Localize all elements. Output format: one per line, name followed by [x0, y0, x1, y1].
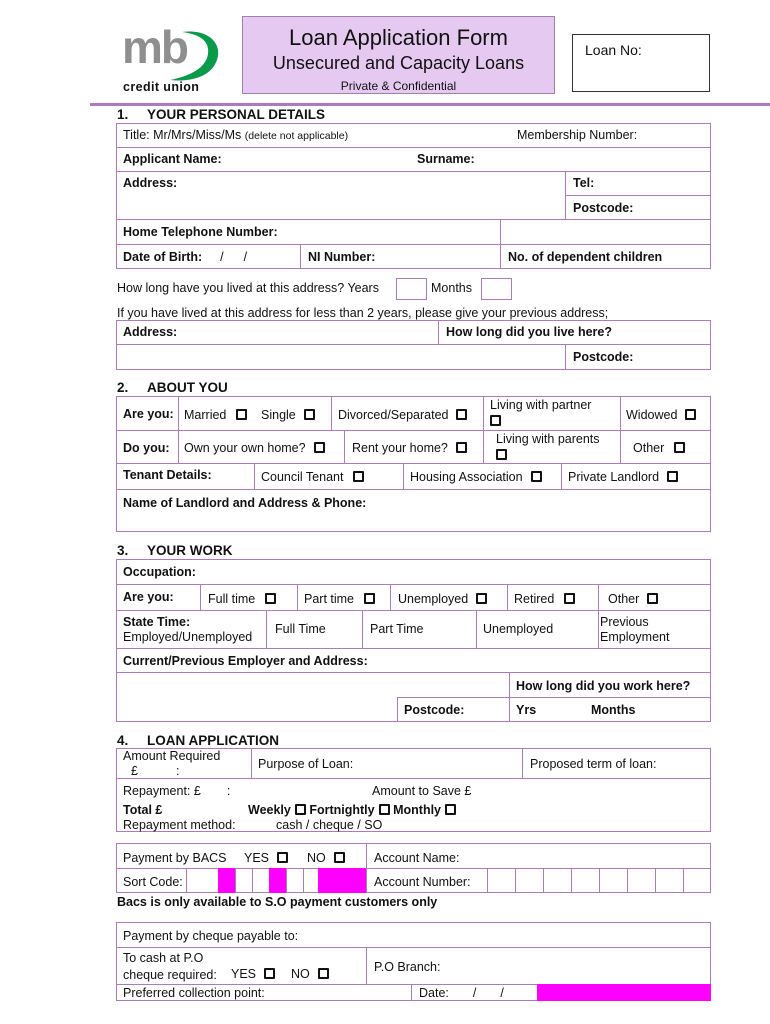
work-months-field[interactable]: Months	[591, 703, 636, 717]
po-branch-field[interactable]: P.O Branch:	[374, 960, 441, 974]
living-with-parents-option[interactable]: Living with parents	[496, 432, 600, 462]
loan-term-field[interactable]: Proposed term of loan:	[530, 757, 657, 771]
tenant-details-label: Tenant Details:	[123, 468, 212, 482]
months-label: Months	[431, 281, 472, 295]
table-rule	[483, 396, 484, 463]
previous-duration-field[interactable]: How long did you live here?	[446, 325, 612, 339]
table-rule	[300, 244, 301, 269]
table-rule	[116, 344, 711, 345]
sort-code-input-2[interactable]	[236, 869, 269, 892]
employer-postcode-field[interactable]: Postcode:	[404, 703, 465, 717]
office-use-area	[537, 984, 711, 1001]
retired-checkbox-icon[interactable]	[564, 593, 575, 604]
collection-point-field[interactable]: Preferred collection point:	[123, 986, 265, 1000]
previous-address-field[interactable]: Address:	[123, 325, 178, 339]
divorced-option[interactable]: Divorced/Separated	[338, 408, 467, 422]
widowed-option[interactable]: Widowed	[626, 408, 696, 422]
section-2-heading: 2. ABOUT YOU	[117, 380, 228, 395]
rent-home-option[interactable]: Rent your home?	[352, 441, 467, 455]
table-rule	[116, 171, 711, 172]
table-rule	[362, 610, 363, 648]
own-home-option[interactable]: Own your own home?	[184, 441, 325, 455]
widowed-checkbox-icon[interactable]	[685, 409, 696, 420]
other-housing-option[interactable]: Other	[633, 441, 685, 455]
address-field[interactable]: Address:	[123, 176, 178, 190]
bacs-yes-option[interactable]: YES	[244, 851, 288, 865]
council-checkbox-icon[interactable]	[353, 471, 364, 482]
table-rule	[200, 584, 201, 610]
repayment-frequency-options[interactable]: Weekly Fortnightly Monthly	[248, 803, 456, 817]
housing-association-checkbox-icon[interactable]	[531, 471, 542, 482]
years-input[interactable]	[396, 278, 427, 300]
unemployed-option[interactable]: Unemployed	[398, 592, 487, 606]
housing-association-option[interactable]: Housing Association	[410, 470, 542, 484]
cash-at-po-label: To cash at P.O cheque required:	[123, 951, 217, 982]
parents-checkbox-icon[interactable]	[496, 449, 507, 460]
ni-number-field[interactable]: NI Number:	[308, 250, 376, 264]
state-part-time-field[interactable]: Part Time	[370, 622, 424, 636]
table-rule	[500, 219, 501, 269]
own-home-checkbox-icon[interactable]	[314, 442, 325, 453]
logo-mark: mb	[122, 21, 187, 73]
dependents-field[interactable]: No. of dependent children	[508, 250, 663, 264]
fortnightly-checkbox-icon[interactable]	[379, 804, 390, 815]
amount-required-field[interactable]: Amount Required £ :	[123, 749, 221, 778]
married-option[interactable]: Married	[184, 408, 247, 422]
table-rule	[565, 195, 711, 196]
retired-option[interactable]: Retired	[514, 592, 575, 606]
other-work-checkbox-icon[interactable]	[647, 593, 658, 604]
table-rule	[251, 748, 252, 778]
table-rule	[116, 147, 711, 148]
tel-field[interactable]: Tel:	[573, 176, 595, 190]
table-rule	[522, 748, 523, 778]
personal-details-table	[116, 123, 711, 269]
table-rule	[438, 320, 439, 344]
single-checkbox-icon[interactable]	[304, 409, 315, 420]
table-rule	[397, 697, 711, 698]
amount-to-save-field[interactable]: Amount to Save £	[372, 784, 472, 798]
bacs-yes-checkbox-icon[interactable]	[277, 852, 288, 863]
table-rule	[116, 947, 711, 948]
table-rule	[565, 171, 566, 219]
sort-code-input-1[interactable]	[187, 869, 218, 892]
postcode-field[interactable]: Postcode:	[573, 201, 634, 215]
sort-code-separator	[269, 868, 286, 893]
rent-home-checkbox-icon[interactable]	[456, 442, 467, 453]
form-title: Loan Application Form	[289, 25, 508, 50]
occupation-field[interactable]: Occupation:	[123, 565, 196, 579]
loan-no-label: Loan No:	[585, 42, 642, 58]
table-rule	[620, 396, 621, 463]
table-rule	[266, 610, 267, 648]
bacs-no-option[interactable]: NO	[307, 851, 345, 865]
table-rule	[507, 584, 508, 610]
table-rule	[116, 430, 711, 431]
part-time-checkbox-icon[interactable]	[364, 593, 375, 604]
surname-field[interactable]: Surname:	[417, 152, 475, 166]
other-housing-checkbox-icon[interactable]	[674, 442, 685, 453]
table-rule	[509, 672, 510, 722]
repayment-method-label: Repayment method:	[123, 818, 236, 832]
employment-status-label: Are you:	[123, 590, 174, 604]
table-rule	[598, 584, 599, 648]
cheque-no-option[interactable]: NO	[291, 967, 329, 981]
state-unemployed-field[interactable]: Unemployed	[483, 622, 554, 636]
payment-by-bacs-label: Payment by BACS	[123, 851, 227, 865]
table-rule	[331, 396, 332, 430]
section-1-heading: 1. YOUR PERSONAL DETAILS	[117, 107, 326, 122]
confidential-note: Private & Confidential	[340, 79, 457, 93]
table-rule	[397, 697, 398, 722]
table-rule	[116, 584, 711, 585]
title-label[interactable]: Title: Mr/Mrs/Miss/Ms (delete not applicable)	[123, 128, 349, 142]
living-with-partner-option[interactable]: Living with partner	[490, 398, 591, 428]
previous-address-note: If you have lived at this address for less than 2 years, please give your previous address;	[117, 306, 609, 320]
table-rule	[366, 947, 367, 984]
monthly-checkbox-icon[interactable]	[445, 804, 456, 815]
applicant-name-field[interactable]: Applicant Name:	[123, 152, 222, 166]
previous-postcode-field[interactable]: Postcode:	[573, 350, 634, 364]
housing-status-label: Do you:	[123, 441, 170, 455]
table-rule	[565, 344, 566, 370]
title-box	[242, 16, 555, 94]
repayment-field[interactable]: Repayment: £ :	[123, 784, 231, 798]
account-name-field[interactable]: Account Name:	[374, 851, 460, 865]
sort-code-input-3[interactable]	[287, 869, 318, 892]
repayment-method-options[interactable]: cash / cheque / SO	[276, 818, 383, 832]
logo-tagline: credit union	[123, 80, 200, 94]
married-checkbox-icon[interactable]	[236, 409, 247, 420]
unemployed-checkbox-icon[interactable]	[476, 593, 487, 604]
account-number-input[interactable]	[488, 869, 710, 892]
state-previous-employment-field[interactable]: Previous Employment	[600, 615, 670, 644]
sort-code-filler	[318, 868, 366, 893]
sort-code-separator	[218, 868, 235, 893]
private-landlord-option[interactable]: Private Landlord	[568, 470, 678, 484]
state-full-time-field[interactable]: Full Time	[275, 622, 326, 636]
loan-purpose-field[interactable]: Purpose of Loan:	[258, 757, 354, 771]
work-duration-label: How long did you work here?	[516, 679, 691, 693]
table-rule	[254, 463, 255, 489]
months-input[interactable]	[481, 278, 512, 300]
table-rule	[116, 648, 711, 649]
logo-swoosh-icon	[160, 26, 226, 86]
sort-code-label: Sort Code:	[123, 875, 183, 889]
section-3-heading: 3. YOUR WORK	[117, 543, 233, 558]
single-option[interactable]: Single	[261, 408, 315, 422]
full-time-checkbox-icon[interactable]	[265, 593, 276, 604]
council-tenant-option[interactable]: Council Tenant	[261, 470, 364, 484]
table-rule	[116, 672, 711, 673]
marital-status-label: Are you:	[123, 407, 174, 421]
home-telephone-field[interactable]: Home Telephone Number:	[123, 225, 278, 239]
private-landlord-checkbox-icon[interactable]	[667, 471, 678, 482]
work-years-field[interactable]: Yrs	[516, 703, 537, 717]
bacs-no-checkbox-icon[interactable]	[334, 852, 345, 863]
table-rule	[297, 584, 298, 610]
bacs-note: Bacs is only available to S.O payment customers only	[117, 895, 438, 909]
date-of-birth-field[interactable]: Date of Birth: / /	[123, 250, 248, 264]
table-rule	[561, 463, 562, 489]
full-time-option[interactable]: Full time	[208, 592, 276, 606]
table-rule	[476, 610, 477, 648]
state-time-label: State Time: Employed/Unemployed	[123, 615, 253, 644]
table-rule	[344, 430, 345, 463]
cheque-payable-field[interactable]: Payment by cheque payable to:	[123, 929, 299, 943]
account-number-label: Account Number:	[374, 875, 471, 889]
total-field[interactable]: Total £	[123, 803, 163, 817]
cheque-no-checkbox-icon[interactable]	[318, 968, 329, 979]
table-rule	[390, 584, 391, 610]
cheque-yes-checkbox-icon[interactable]	[264, 968, 275, 979]
section-4-heading: 4. LOAN APPLICATION	[117, 733, 279, 748]
employer-address-field[interactable]: Current/Previous Employer and Address:	[123, 654, 368, 668]
cheque-yes-option[interactable]: YES	[231, 967, 275, 981]
divorced-checkbox-icon[interactable]	[456, 409, 467, 420]
part-time-option[interactable]: Part time	[304, 592, 375, 606]
table-rule	[116, 463, 711, 464]
years-at-address-label: How long have you lived at this address? Years	[117, 281, 379, 295]
table-rule	[116, 219, 711, 220]
membership-number-field[interactable]: Membership Number:	[517, 128, 638, 142]
other-work-option[interactable]: Other	[608, 592, 658, 606]
table-rule	[116, 244, 711, 245]
landlord-details-field[interactable]: Name of Landlord and Address & Phone:	[123, 496, 367, 510]
header-rule	[90, 103, 770, 106]
loan-no-field[interactable]	[572, 34, 710, 92]
table-rule	[403, 463, 404, 489]
form-subtitle: Unsecured and Capacity Loans	[272, 53, 525, 73]
weekly-checkbox-icon[interactable]	[295, 804, 306, 815]
table-rule	[116, 489, 711, 490]
table-rule	[116, 610, 711, 611]
partner-checkbox-icon[interactable]	[490, 415, 501, 426]
table-rule	[366, 843, 367, 893]
table-rule	[178, 396, 179, 463]
table-rule	[411, 984, 412, 1001]
date-field[interactable]: Date: / /	[419, 986, 504, 1000]
